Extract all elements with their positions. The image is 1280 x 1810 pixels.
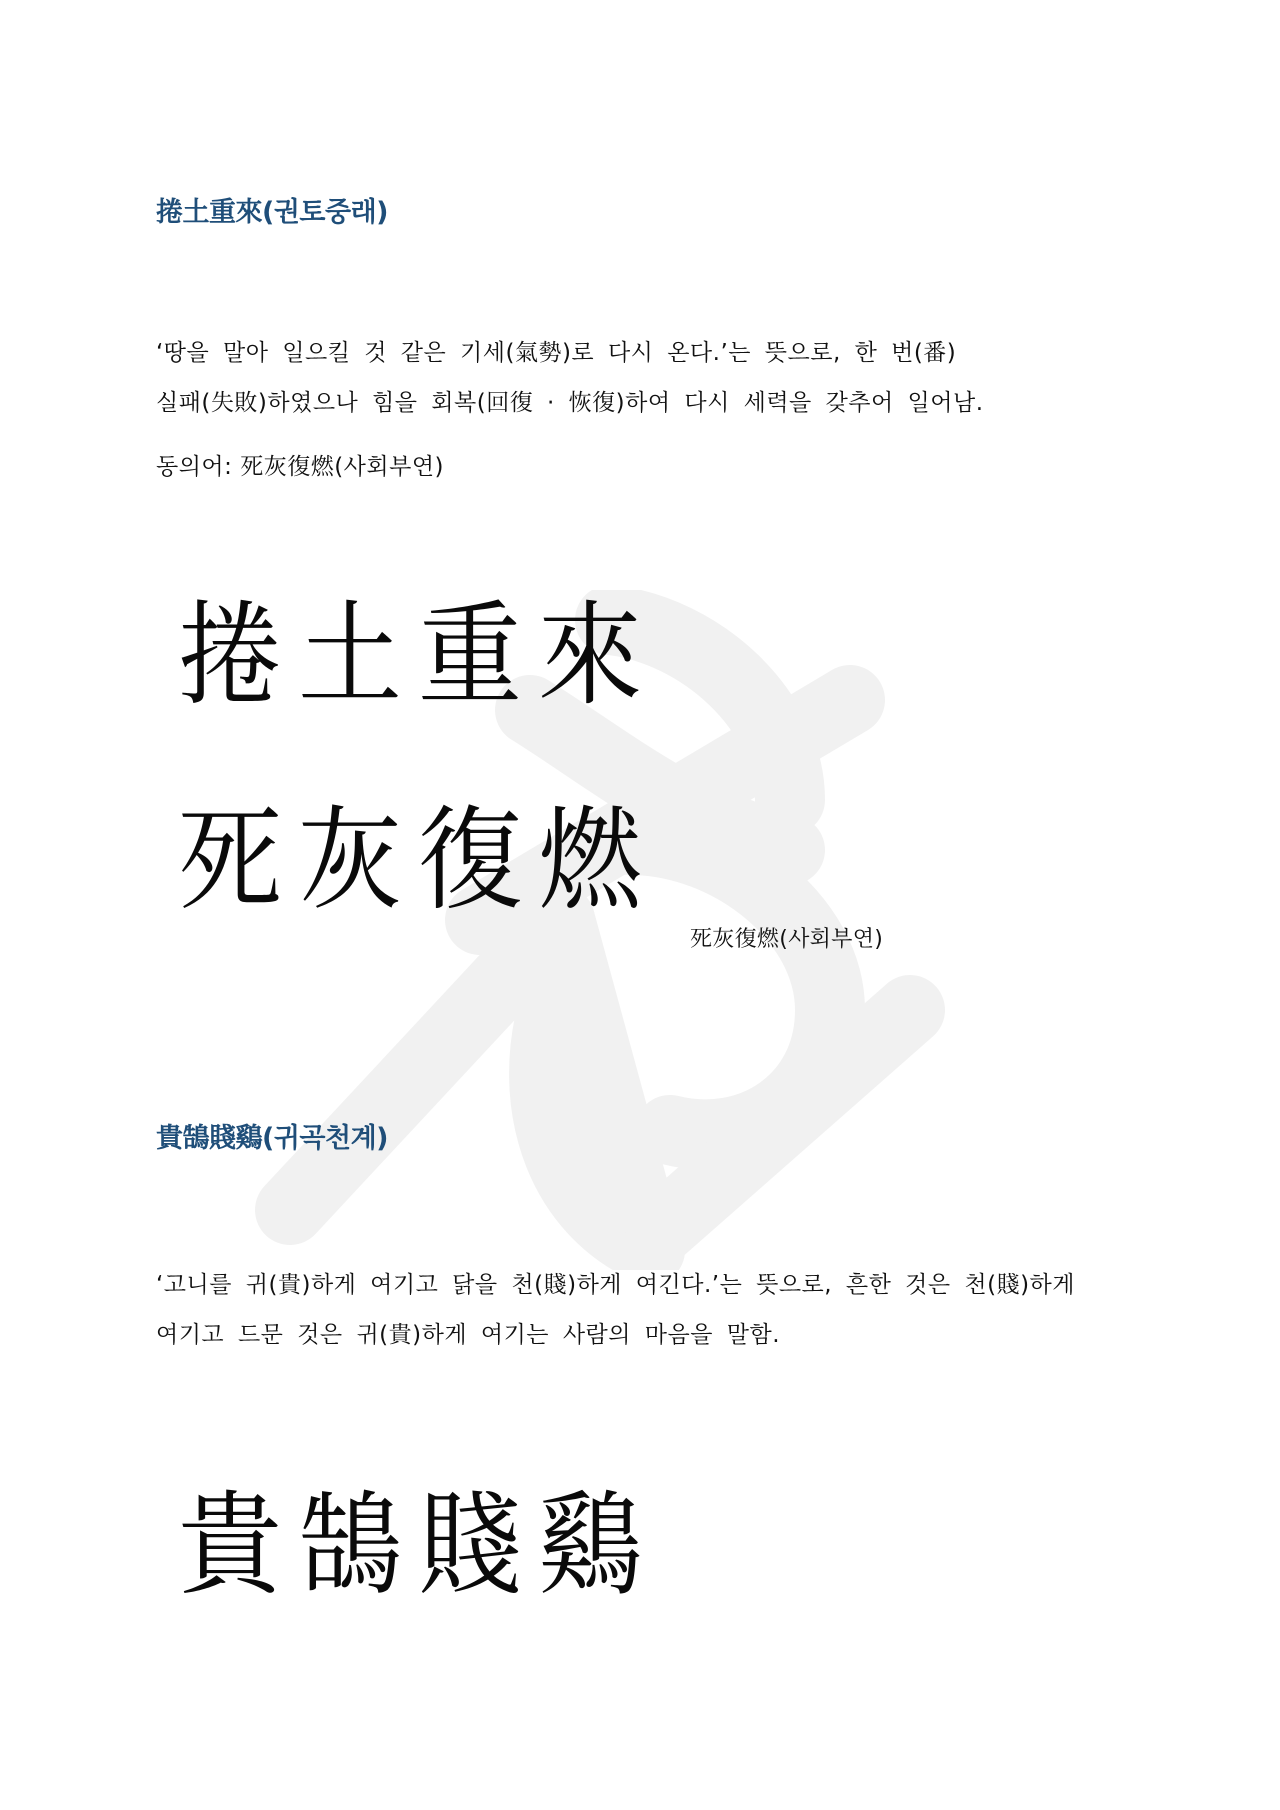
seal-glyph: 鵠 xyxy=(297,1479,402,1611)
entry-definition xyxy=(156,1260,1116,1360)
seal-glyph: 賤 xyxy=(417,1479,522,1611)
seal-caption: 死灰復燃(사회부연) xyxy=(690,927,884,952)
entry-definition xyxy=(156,328,1116,428)
definition-line: ‘땅을 말아 일으킬 것 같은 기세(氣勢)로 다시 온다.’는 뜻으로, 한 번(番) xyxy=(156,340,957,366)
definition-line: 실패(失敗)하였으나 힘을 회복(回復 · 恢復)하여 다시 세력을 갖추어 일어남. xyxy=(156,390,984,416)
seal-glyph: 復 xyxy=(417,794,522,926)
seal-glyph: 燃 xyxy=(537,794,642,926)
seal-script-row xyxy=(170,585,650,725)
entry-title-gwigokcheongye: 貴鵠賤鷄(귀곡천계) xyxy=(156,1123,389,1154)
seal-glyph: 灰 xyxy=(297,794,402,926)
seal-glyph: 土 xyxy=(297,589,402,721)
seal-glyph: 死 xyxy=(177,794,282,926)
seal-glyph: 鷄 xyxy=(537,1479,642,1611)
definition-line: 여기고 드문 것은 귀(貴)하게 여기는 사람의 마음을 말함. xyxy=(156,1322,781,1348)
seal-glyph: 來 xyxy=(537,589,642,721)
seal-glyph: 貴 xyxy=(177,1479,282,1611)
seal-glyph: 捲 xyxy=(177,589,282,721)
definition-line: ‘고니를 귀(貴)하게 여기고 닭을 천(賤)하게 여긴다.’는 뜻으로, 흔한 것은 천(賤)하게 xyxy=(156,1272,1075,1298)
synonym-line: 동의어: 死灰復燃(사회부연) xyxy=(156,454,445,480)
entry-title-gwontojungrae: 捲土重來(권토중래) xyxy=(156,197,389,228)
seal-glyph: 重 xyxy=(417,589,522,721)
seal-script-row xyxy=(170,1475,650,1615)
seal-script-row xyxy=(170,790,650,930)
